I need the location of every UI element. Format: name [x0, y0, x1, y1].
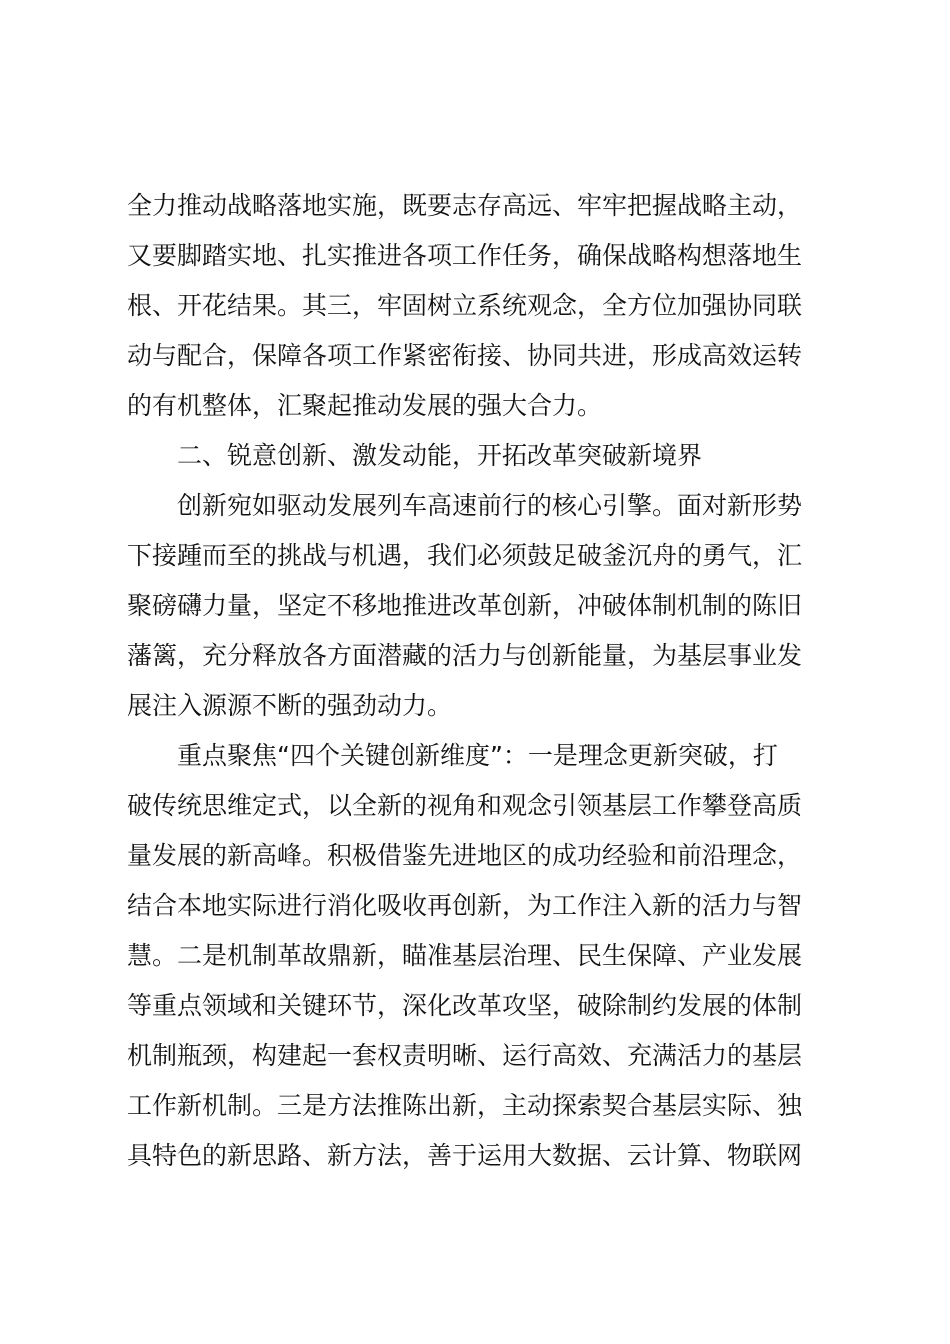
text-line: 下接踵而至的挑战与机遇，我们必须鼓足破釜沉舟的勇气，汇: [127, 541, 803, 570]
text-line: 工作新机制。三是方法推陈出新，主动探索契合基层实际、独: [127, 1091, 803, 1120]
text-line: 等重点领域和关键环节，深化改革攻坚，破除制约发展的体制: [127, 991, 803, 1020]
text-line: 量发展的新高峰。积极借鉴先进地区的成功经验和前沿理念，: [127, 841, 803, 870]
text-line: 具特色的新思路、新方法，善于运用大数据、云计算、物联网: [127, 1141, 803, 1170]
text-line: 聚磅礴力量，坚定不移地推进改革创新，冲破体制机制的陈旧: [127, 591, 803, 620]
text-line: 展注入源源不断的强劲动力。: [127, 691, 453, 720]
text-line: 的有机整体，汇聚起推动发展的强大合力。: [127, 391, 603, 420]
text-line: 机制瓶颈，构建起一套权责明晰、运行高效、充满活力的基层: [127, 1041, 803, 1070]
text-line: 藩篱，充分释放各方面潜藏的活力与创新能量，为基层事业发: [127, 641, 803, 670]
text-line: 重点聚焦“四个关键创新维度”：一是理念更新突破，打: [177, 741, 778, 770]
text-line: 动与配合，保障各项工作紧密衔接、协同共进，形成高效运转: [127, 341, 803, 370]
text-line: 根、开花结果。其三，牢固树立系统观念，全方位加强协同联: [127, 291, 803, 320]
text-line: 破传统思维定式，以全新的视角和观念引领基层工作攀登高质: [127, 791, 803, 820]
text-line: 慧。二是机制革故鼎新，瞄准基层治理、民生保障、产业发展: [127, 941, 803, 970]
text-line: 全力推动战略落地实施，既要志存高远、牢牢把握战略主动，: [127, 191, 803, 220]
text-line: 结合本地实际进行消化吸收再创新，为工作注入新的活力与智: [127, 891, 803, 920]
section-heading: 二、锐意创新、激发动能，开拓改革突破新境界: [177, 441, 703, 470]
text-line: 创新宛如驱动发展列车高速前行的核心引擎。面对新形势: [177, 491, 803, 520]
text-line: 又要脚踏实地、扎实推进各项工作任务，确保战略构想落地生: [127, 241, 803, 270]
